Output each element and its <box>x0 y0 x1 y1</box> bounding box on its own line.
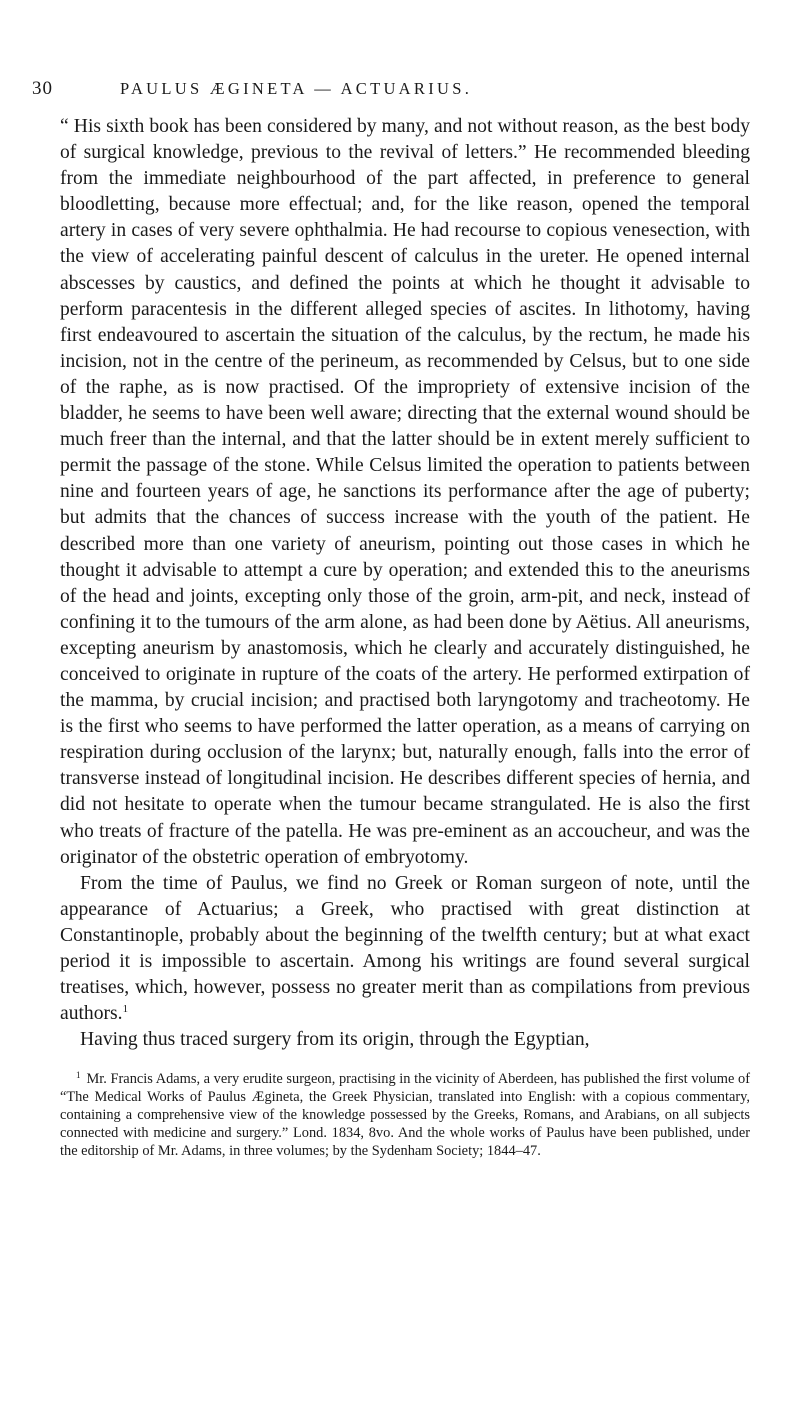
page-number: 30 <box>32 78 53 99</box>
running-head <box>32 78 750 108</box>
footnote-reference: 1 <box>122 1003 129 1016</box>
body-text <box>60 114 750 1053</box>
footnote-text: Mr. Francis Adams, a very erudite surgeon, practising in the vicinity of Aberdeen, has published the first volume of “The Medical Works of Paulus Ægineta, the Greek Physician, translated into English: with a copious commentary, containing a comprehensive view of the knowledge possessed by the Greeks, Romans, and Arabians, on all subjects connected with medicine and surgery.” Lond. 1834, 8vo. And the whole works of Paulus have been published, under the editorship of Mr. Adams, in three volumes; by the Sydenham Society; 1844–47. <box>60 1071 750 1159</box>
running-title: PAULUS ÆGINETA — ACTUARIUS. <box>120 79 473 98</box>
paragraph: “ His sixth book has been considered by many, and not without reason, as the best body of surgical knowledge, previous to the revival of letters.” He recommended bleeding from the immediate neighbourhood of the part affected, in preference to general bloodletting, because more effectual; and, for the like reason, opened the temporal artery in cases of very severe ophthalmia. He had recourse to copious venesection, with the view of accelerating painful descent of calculus in the ureter. He opened internal abscesses by caustics, and defined the points at which he thought it advisable to perform paracentesis in the different alleged species of ascites. In lithotomy, having first endeavoured to ascertain the situation of the calculus, by the rectum, he made his incision, not in the centre of the perineum, as recommended by Celsus, but to one side of the raphe, as is now practised. Of the impropriety of extensive incision of the bladder, he seems to have been well aware; directing that the external wound should be much freer than the internal, and that the latter should be in extent merely sufficient to permit the passage of the stone. While Celsus limited the operation to patients between nine and fourteen years of age, he sanctions its performance after the age of puberty; but admits that the chances of success increase with the youth of the patient. He described more than one variety of aneurism, pointing out those cases in which he thought it advisable to attempt a cure by operation; and extended this to the aneurisms of the head and joints, excepting only those of the groin, arm-pit, and neck, instead of confining it to the tumours of the arm alone, as had been done by Aëtius. All aneurisms, excepting aneurism by anastomosis, which he clearly and accurately distinguished, he conceived to originate in rupture of the coats of the artery. He performed extirpation of the mamma, by crucial incision; and practised both laryngotomy and tracheotomy. He is the first who seems to have performed the latter operation, as a means of carrying on respiration during occlusion of the larynx; but, naturally enough, falls into the error of transverse instead of longitudinal incision. He describes different species of hernia, and did not hesitate to operate when the tumour became strangulated. He is also the first who treats of fracture of the patella. He was pre-eminent as an accoucheur, and was the originator of the obstetric operation of embryotomy. <box>60 116 750 868</box>
book-page <box>32 78 750 1160</box>
footnote <box>60 1067 750 1160</box>
paragraph: Having thus traced surgery from its origin, through the Egyptian, <box>80 1029 590 1051</box>
paragraph <box>60 871 750 1028</box>
paragraph-text: From the time of Paulus, we find no Greek or Roman surgeon of note, until the appearance of Actuarius; a Greek, who practised with great distinction at Constantinople, probably about the beginning of the twelfth century; but at what exact period it is impossible to ascertain. Among his writings are found several surgical treatises, which, however, possess no greater merit than as compilations from previous authors. <box>60 872 750 1025</box>
footnote-mark: 1 <box>76 1070 81 1081</box>
